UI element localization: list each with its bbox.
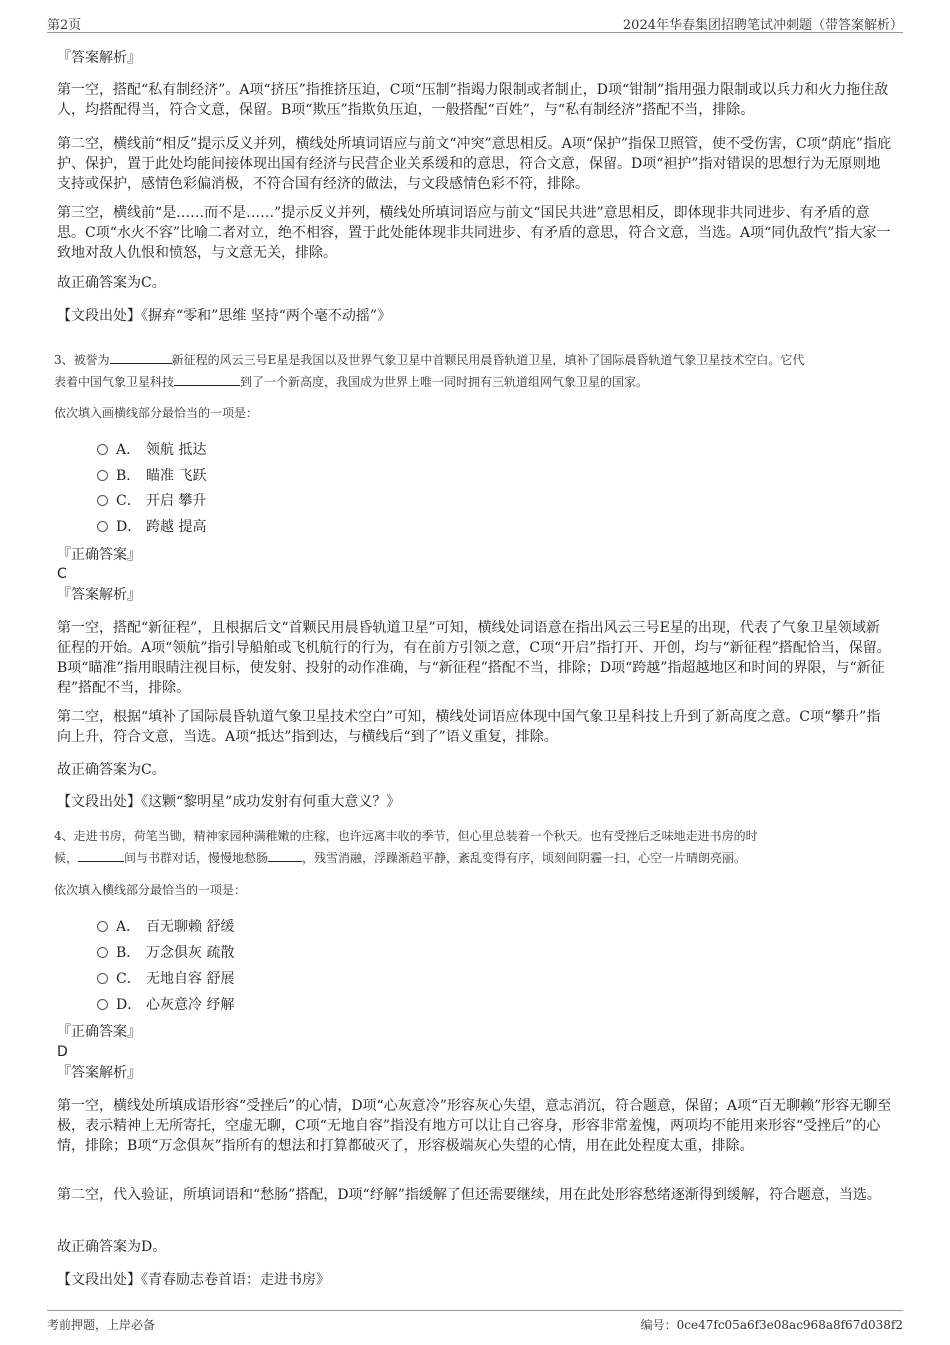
radio-icon[interactable] (97, 973, 108, 984)
q4-conclusion: 故正确答案为D。 (57, 1239, 167, 1255)
q4-blank-2 (268, 847, 302, 862)
page-number: 第2页 (47, 18, 82, 33)
q3-option-a[interactable]: A． 领航 抵达 (97, 441, 206, 459)
q3-analysis-2: 第二空，根据“填补了国际晨昏轨道气象卫星技术空白”可知，横线处词语应体现中国气象卫星科技上升到了新高度之意。C项“攀升”指向上升，符合文意，当选。A项“抵达”指到达，与横线后“到了”语义重复，排除。 (57, 709, 881, 745)
q4-option-d[interactable]: D． 心灰意冷 纾解 (97, 996, 234, 1014)
q3-stem: 3、被誉为 新征程的风云三号E星是我国以及世界气象卫星中首颗民用晨昏轨道卫星，填补了国际晨昏轨道气象卫星技术空白。它代 表着中国气象卫星科技 到了一个新高度，我国成为世界上唯一同时拥有三轨道组网气象卫星的国家。 (54, 349, 896, 393)
q2-analysis-1: 第一空，搭配“私有制经济”。A项“挤压”指推挤压迫，C项“压制”指竭力限制或者制止，D项“钳制”指用强力限制或以兵力和火力拖住敌人，均搭配得当，符合文意，保留。B项“欺压”指欺负压迫，一般搭配“百姓”，与“私有制经济”搭配不当，排除。 (57, 82, 889, 118)
q2-source: 【文段出处】《摒弃“零和”思维 坚持“两个毫不动摇”》 (57, 308, 392, 324)
q4-analysis-2: 第二空，代入验证，所填词语和“愁肠”搭配，D项“纾解”指缓解了但还需要继续，用在此处形容愁绪逐渐得到缓解，符合题意，当选。 (57, 1187, 881, 1203)
q4-option-a[interactable]: A． 百无聊赖 舒缓 (97, 918, 234, 936)
radio-icon[interactable] (97, 444, 108, 455)
footer-slogan: 考前押题，上岸必备 (47, 1318, 156, 1332)
document-title: 2024年华春集团招聘笔试冲刺题（带答案解析） (622, 18, 903, 33)
q3-analysis-label: 『答案解析』 (57, 587, 141, 603)
radio-icon[interactable] (97, 470, 108, 481)
q2-analysis-3: 第三空，横线前“是……而不是……”提示反义并列，横线处所填词语应与前文“国民共进”意思相反，即体现非共同进步、有矛盾的意思。C项“水火不容”比喻二者对立，绝不相容，置于此处能体现非共同进步、有矛盾的意思，符合文意，当选。A项“同仇敌忾”指大家一致地对敌人仇恨和愤怒，与文意无关，排除。 (57, 205, 891, 261)
q3-option-c[interactable]: C． 开启 攀升 (97, 492, 206, 510)
q4-stem: 4、走进书房，荷笔当锄，精神家园种满稚嫩的庄稼，也许远离丰收的季节，但心里总装着一个秋天。也有受挫后乏味地走进书房的时 候， 间与书群对话，慢慢地愁肠 ，残雪消融，浮躁渐趋平静，紊乱变得有序，顷刻间阴霾一扫，心空一片晴朗亮丽。 (54, 829, 758, 865)
q3-answer: C (57, 566, 67, 582)
q4-source: 【文段出处】《青春励志卷首语：走进书房》 (57, 1272, 330, 1288)
q4-option-c[interactable]: C． 无地自容 舒展 (97, 970, 234, 988)
q4-analysis-1: 第一空，横线处所填成语形容“受挫后”的心情，D项“心灰意冷”形容灰心失望，意志消沉，符合题意，保留；A项“百无聊赖”形容无聊至极，表示精神上无所寄托，空虚无聊，C项“无地自容”指没有地方可以让自己容身，形容非常羞愧，两项均不能用来形容“受挫后”的心情，排除；B项“万念俱灰”指所有的想法和打算都破灭了，形容极端灰心失望的心情，用在此处程度太重，排除。 (57, 1098, 892, 1154)
radio-icon[interactable] (97, 495, 108, 506)
q3-source: 【文段出处】《这颗“黎明星”成功发射有何重大意义？》 (57, 794, 401, 810)
q3-answer-label: 『正确答案』 (57, 547, 141, 563)
q2-analysis-2: 第二空，横线前“相反”提示反义并列，横线处所填词语应与前文“冲突”意思相反。A项“保护”指保卫照管，使不受伤害，C项“荫庇”指庇护、保护，置于此处均能间接体现出国有经济与民营企业关系缓和的意思，符合文意，保留。D项“袒护”指对错误的思想行为无原则地支持或保护，感情色彩偏消极，不符合国有经济的做法，与文段感情色彩不符，排除。 (57, 136, 892, 192)
radio-icon[interactable] (97, 999, 108, 1010)
document-id: 编号：0ce47fc05a6f3e08ac968a8f67d038f2 (640, 1318, 903, 1332)
q4-answer-label: 『正确答案』 (57, 1024, 141, 1040)
q4-blank-1 (78, 847, 124, 862)
q3-conclusion: 故正确答案为C。 (57, 762, 166, 778)
q3-blank-2 (174, 371, 240, 386)
q2-analysis-label: 『答案解析』 (57, 50, 141, 66)
radio-icon[interactable] (97, 921, 108, 932)
radio-icon[interactable] (97, 521, 108, 532)
page-header (47, 10, 903, 33)
q3-prompt: 依次填入画横线部分最恰当的一项是： (54, 406, 259, 420)
q4-answer: D (57, 1044, 68, 1060)
q2-conclusion: 故正确答案为C。 (57, 275, 166, 291)
radio-icon[interactable] (97, 947, 108, 958)
q3-option-d[interactable]: D． 跨越 提高 (97, 518, 206, 536)
q4-analysis-label: 『答案解析』 (57, 1065, 141, 1081)
q3-option-b[interactable]: B． 瞄准 飞跃 (97, 467, 206, 485)
q4-option-b[interactable]: B． 万念俱灰 疏散 (97, 944, 234, 962)
page-footer (47, 1310, 903, 1341)
q3-blank-1 (110, 349, 172, 364)
q4-prompt: 依次填入横线部分最恰当的一项是： (54, 883, 247, 897)
q3-analysis-1: 第一空，搭配“新征程”，且根据后文“首颗民用晨昏轨道卫星”可知，横线处词语意在指出风云三号E星的出现，代表了气象卫星领域新征程的开始。A项“领航”指引导船舶或飞机航行的行为，有在前方引领之意，C项“开启”指打开、开创，均与“新征程”搭配恰当，保留。B项“瞄准”指用眼睛注视目标，使发射、投射的动作准确，与“新征程”搭配不当，排除；D项“跨越”指超越地区和时间的界限，与“新征程”搭配不当，排除。 (57, 620, 891, 696)
